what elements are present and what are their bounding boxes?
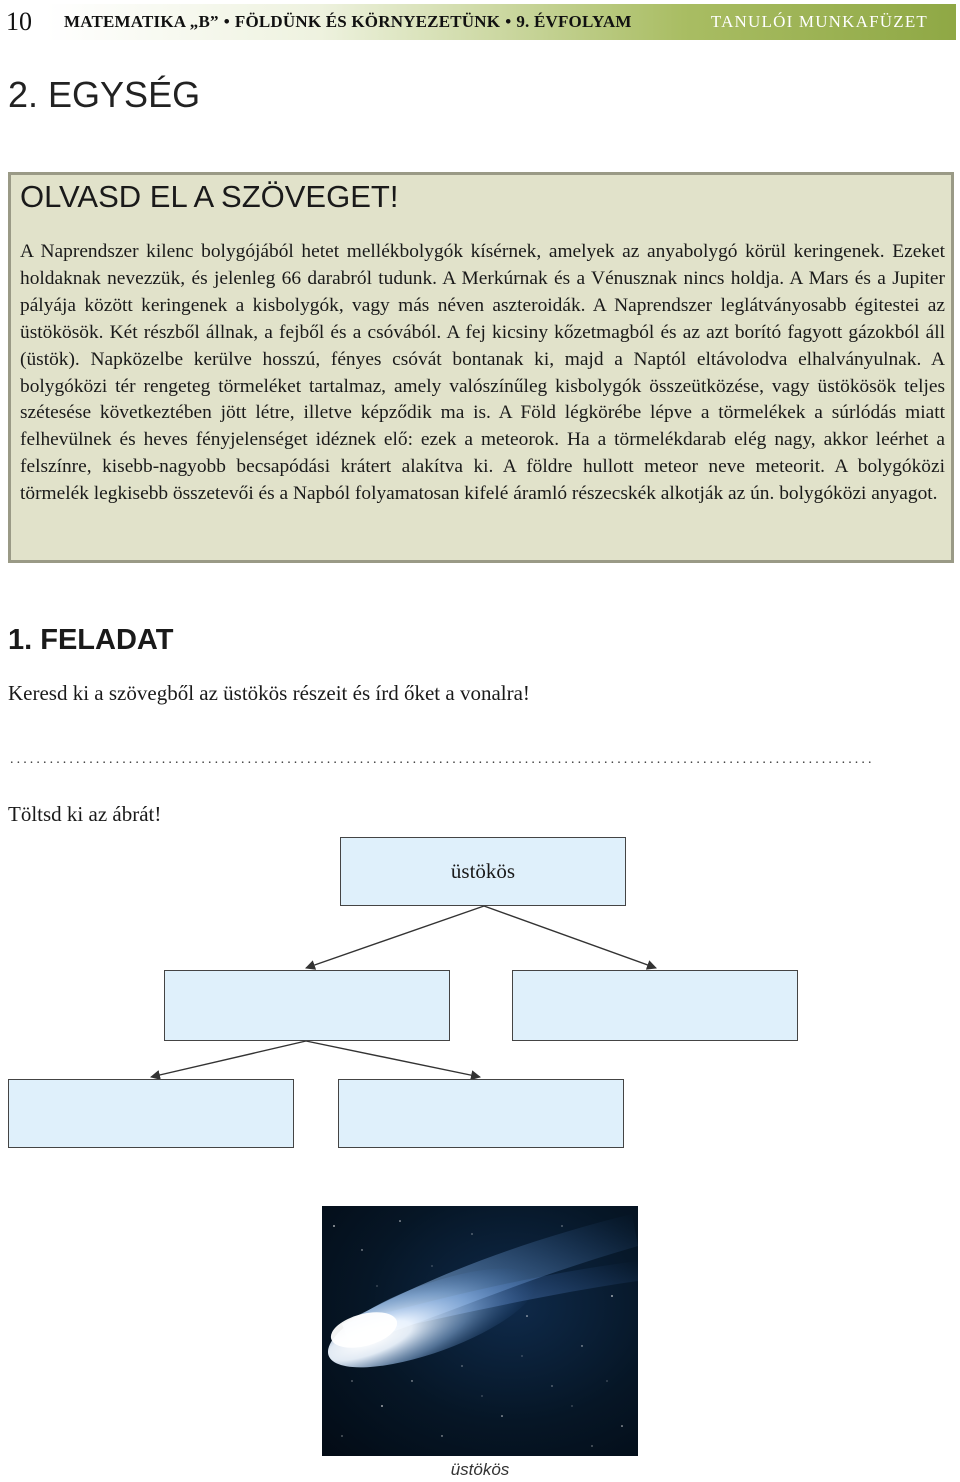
arrow-root-right xyxy=(484,906,656,968)
photo-caption: üstökös xyxy=(450,1460,510,1479)
header-title-subject: MATEMATIKA „B” xyxy=(64,12,219,31)
page-number: 10 xyxy=(6,7,32,36)
arrow-left-down-left xyxy=(151,1041,306,1077)
arrow-left-down-right xyxy=(306,1041,480,1077)
diagram-answer-box-bottom-right[interactable] xyxy=(338,1079,624,1148)
diagram-instruction: Töltsd ki az ábrát! xyxy=(8,802,162,826)
comet-image xyxy=(322,1206,638,1456)
answer-dotted-line[interactable]: ................................................................................................................................... xyxy=(10,752,875,767)
header-title-topic: FÖLDÜNK ÉS KÖRNYEZETÜNK xyxy=(234,12,501,31)
comet-photo xyxy=(322,1206,638,1456)
page-header xyxy=(0,0,960,44)
header-title-grade: 9. ÉVFOLYAM xyxy=(516,12,632,31)
header-title xyxy=(64,4,632,40)
diagram-answer-box-bottom-left[interactable] xyxy=(8,1079,294,1148)
reading-box xyxy=(8,172,954,563)
header-bullet: • xyxy=(505,12,512,31)
task-title: 1. FELADAT xyxy=(8,624,174,656)
header-subtitle: TANULÓI MUNKAFÜZET xyxy=(710,12,928,31)
reading-text: A Naprendszer kilenc bolygójából hetet mellékbolygók kísérnek, amelyek az anyabolygó körül keringenek. Ezeket holdaknak nevezzük, és jelenleg 66 darabról tudunk. A Merkúrnak és a Vénusznak nincs holdja. A Mars és a Jupiter pályája között keringenek a kisbolygók, vagy más néven aszteroidák. A Naprendszer leglátványosabb égitestei az üstökösök. Két részből állnak, a fejből és a csóvából. A fej kicsiny kőzetmagból és az azt borító fagyott gázokból áll (üstök). Napközelbe kerülve hosszú, fényes csóvát bontanak ki, majd a Naptól eltávolodva elhalványulnak. A bolygóközi tér rengeteg törmeléket tartalmaz, amely valószínűleg kisbolygók összeütközése, vagy üstökösök teljes szétesése következtében jött létre, illetve képződik ma is. A Föld légkörébe lépve a törmelékek a súrlódás miatt felhevülnek és heves fényjelenséget idéznek elő: ezek a meteorok. Ha a törmelékdarab elég nagy, akkor leérhet a felszínre, kisebb-nagyobb becsapódási krátert alakítva ki. A földre hullott meteor neve meteorit. A bolygóközi törmelék legkisebb összetevői és a Napból folyamatosan kifelé áramló részecskék alkotják az ún. bolygóközi anyagot. xyxy=(20,241,945,505)
task-instruction: Keresd ki a szövegből az üstökös részeit és írd őket a vonalra! xyxy=(8,681,530,705)
diagram-root-box: üstökös xyxy=(340,837,626,906)
arrow-root-left xyxy=(306,906,484,968)
header-band xyxy=(46,4,956,40)
diagram-answer-box-right[interactable] xyxy=(512,970,798,1041)
reading-title: OLVASD EL A SZÖVEGET! xyxy=(20,179,399,214)
diagram-answer-box-left[interactable] xyxy=(164,970,450,1041)
header-bullet: • xyxy=(223,12,230,31)
unit-title: 2. EGYSÉG xyxy=(8,74,201,115)
